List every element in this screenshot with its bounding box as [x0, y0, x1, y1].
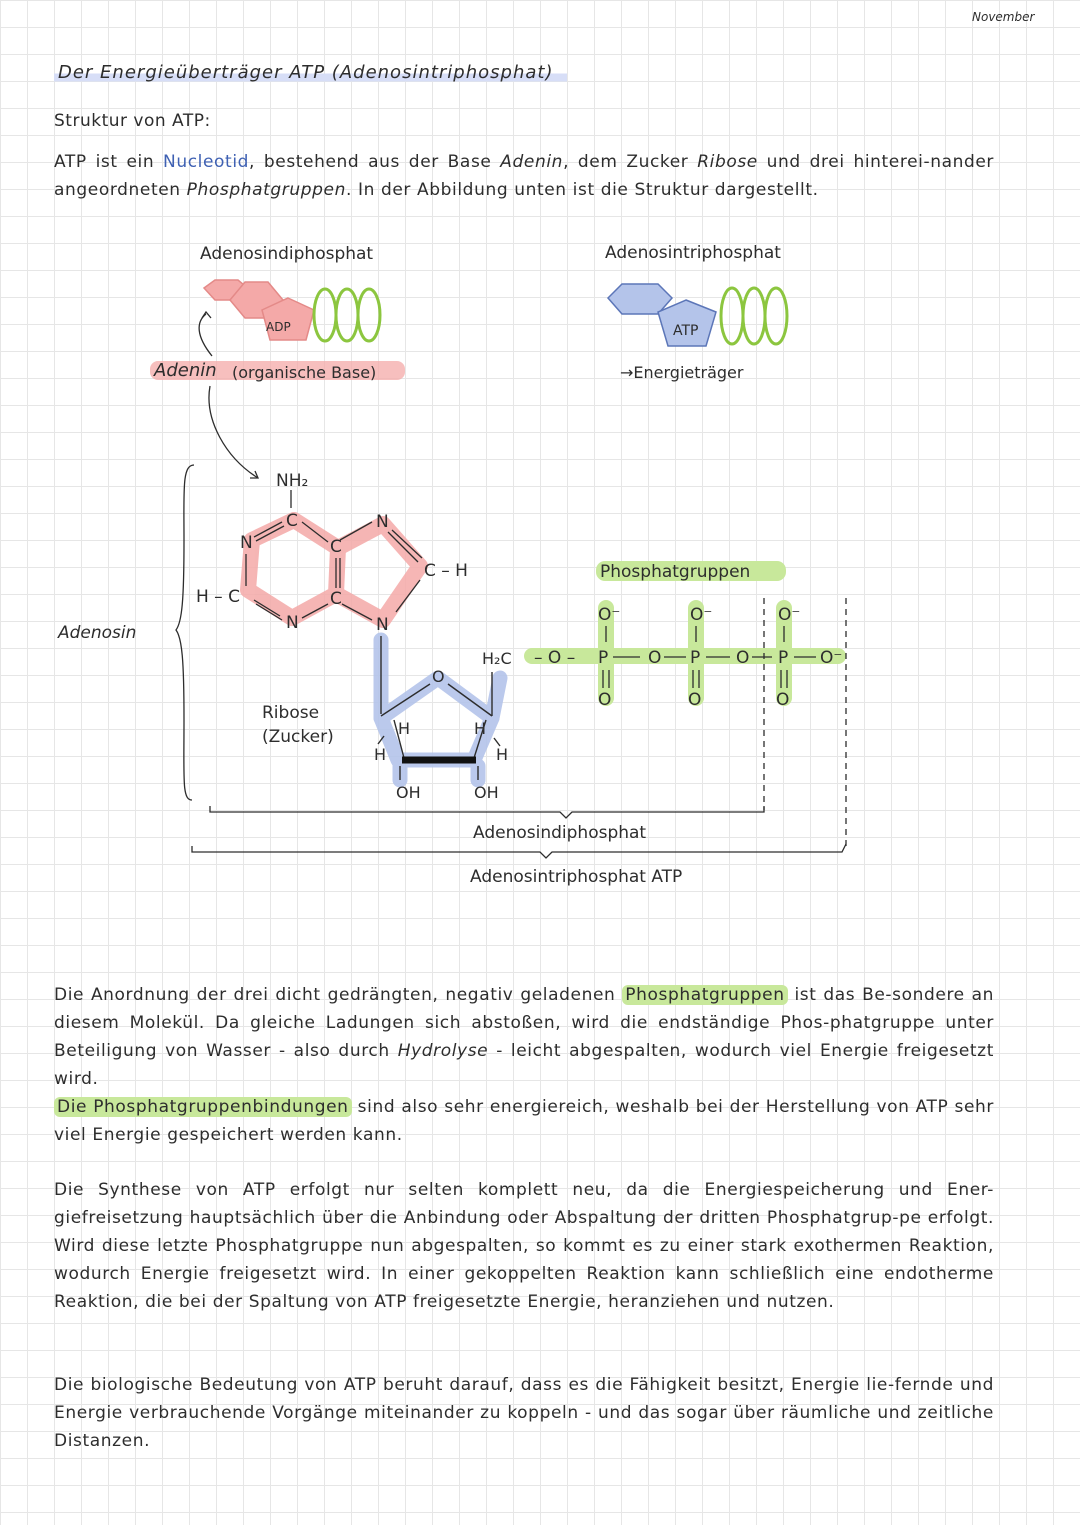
phosphatgruppen-label: Phosphatgruppen [600, 562, 751, 582]
svg-text:P: P [690, 648, 701, 668]
atp-bracket-label: Adenosintriphosphat ATP [470, 867, 683, 887]
ribose-label-1: Ribose [262, 703, 320, 723]
svg-text:O⁻: O⁻ [598, 605, 621, 625]
atp-phosphate-3 [765, 288, 787, 344]
svg-text:C – H: C – H [424, 561, 468, 581]
svg-text:C: C [286, 511, 298, 531]
svg-text:H₂C: H₂C [482, 649, 512, 668]
svg-text:N: N [376, 615, 389, 635]
svg-text:N: N [286, 613, 299, 633]
month-label: November [972, 10, 1035, 24]
svg-text:– O –: – O – [534, 648, 576, 668]
adp-label: ADP [266, 320, 291, 334]
svg-text:O⁻: O⁻ [690, 605, 713, 625]
svg-text:H: H [374, 745, 387, 764]
svg-text:H: H [496, 745, 509, 764]
svg-text:OH: OH [396, 783, 421, 802]
svg-text:O: O [598, 690, 612, 710]
atp-icon [605, 243, 787, 382]
atp-label: ATP [673, 323, 699, 339]
ribose-label-2: (Zucker) [262, 727, 334, 747]
paragraph-significance: Die biologische Bedeutung von ATP beruht darauf, dass es die Fähigkeit besitzt, Energie lie-fernde und Energie verbrauchende Vorgänge miteinander zu koppeln - und das sogar über räumliche und zeitliche Distanzen. [54, 1375, 994, 1451]
page-title: Der Energieüberträger ATP (Adenosintriphosphat) [54, 62, 567, 83]
adenin-label: Adenin [154, 360, 217, 381]
adp-phosphate-1 [314, 289, 336, 341]
svg-text:N: N [240, 533, 253, 553]
svg-text:O: O [688, 690, 702, 710]
adenine-atoms [196, 471, 468, 635]
phosphatgruppen-highlight-text: Phosphatgruppen [622, 985, 787, 1005]
atp-bracket [192, 844, 846, 858]
svg-text:O: O [648, 648, 662, 668]
svg-text:O⁻: O⁻ [778, 605, 801, 625]
svg-text:N: N [376, 512, 389, 532]
phosphatbindungen-highlight-text: Die Phosphatgruppenbindungen [54, 1097, 352, 1117]
svg-text:OH: OH [474, 783, 499, 802]
svg-text:NH₂: NH₂ [276, 471, 309, 491]
atp-heading: Adenosintriphosphat [605, 243, 781, 263]
svg-text:C: C [330, 537, 342, 557]
svg-text:H: H [474, 719, 487, 738]
svg-text:H: H [398, 719, 411, 738]
arrow-to-structure [209, 386, 258, 478]
paragraph-synthesis: Die Synthese von ATP erfolgt nur selten komplett neu, da die Energiespeicherung und Ener-giefreisetzung hauptsächlich über die Anbindung oder Abspaltung der dritten Phosphatgrup-pe erfolgt. Wird diese letzte Phosphatgruppe nun abgespalten, so kommt es zu einer stark exothermen Reaktion, wodurch Energie freigesetzt wird. In einer gekoppelten Reaktion kann schließlich eine endotherme Reaktion, die bei der Spaltung von ATP freigesetzte Energie, heranziehen und nutzen. [54, 1180, 994, 1312]
adp-phosphate-2 [336, 289, 358, 341]
intro-paragraph: ATP ist ein Nucleotid, bestehend aus der Base Adenin, dem Zucker Ribose und drei hinterei-nander angeordneten Phosphatgruppen. In der Abbildung unten ist die Struktur dargestellt. [54, 152, 994, 200]
svg-text:H – C: H – C [196, 587, 240, 607]
adp-bracket-label: Adenosindiphosphat [473, 823, 647, 843]
adenosin-label: Adenosin [58, 623, 137, 643]
section-subtitle: Struktur von ATP: [54, 111, 211, 131]
svg-text:P: P [778, 648, 789, 668]
energietraeger-label: →Energieträger [620, 363, 744, 382]
adenin-desc: (organische Base) [232, 363, 377, 382]
atp-phosphate-2 [743, 288, 765, 344]
adenosin-bracket [176, 465, 194, 800]
svg-text:C: C [330, 589, 342, 609]
svg-text:O: O [776, 690, 790, 710]
adp-icon [200, 244, 380, 341]
adp-bracket [210, 806, 764, 818]
svg-text:O: O [736, 648, 750, 668]
atp-phosphate-1 [721, 288, 743, 344]
svg-text:O⁻: O⁻ [820, 648, 843, 668]
arrow-to-adp [199, 314, 212, 356]
paragraph-phosphate: Die Anordnung der drei dicht gedrängten, negativ geladenen Phosphatgruppen ist das Be-sondere an diesem Molekül. Da gleiche Ladungen sich abstoßen, wird die endständige Phos-phatgruppe unter Beteiligung von Wasser - also durch Hydrolyse - leicht abgespalten, wodurch viel Energie freigesetzt wird. Die Phosphatgruppenbindungen sind also sehr energiereich, weshalb bei der Herstellung von ATP sehr viel Energie gespeichert werden kann. [54, 985, 994, 1145]
adp-heading: Adenosindiphosphat [200, 244, 374, 264]
svg-text:P: P [598, 648, 609, 668]
adp-phosphate-3 [358, 289, 380, 341]
nucleotid-term: Nucleotid [163, 152, 250, 172]
svg-text:O: O [432, 667, 445, 686]
